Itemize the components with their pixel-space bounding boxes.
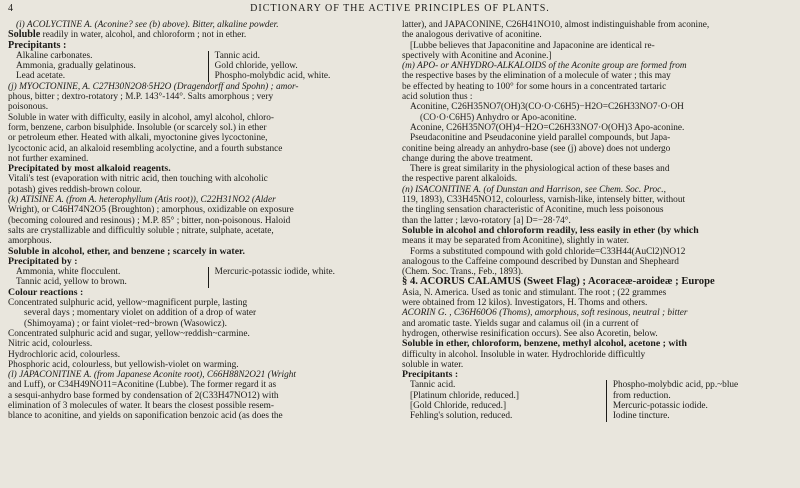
atisine-precipitated-heading: Precipitated by : — [8, 255, 78, 267]
lubbe-note: [Lubbe believes that Japaconitine and Japaconine are identical re- spectively with Aconitine and Aconine.] — [402, 40, 655, 61]
acorin-solubility: Soluble in ether, chloroform, benzene, methyl alcohol, acetone ; with difficulty in alcohol. Insoluble in water. Hydrochloride difficultly soluble in water. — [402, 338, 687, 370]
reagent: Phospho-molybdic acid, pp.~blue — [612, 380, 739, 391]
reagent: Tannic acid, yellow to brown. — [16, 277, 127, 288]
myoctonine-precipitated: Precipitated by most alkaloid reagents. — [8, 163, 171, 175]
reagent: Ammonia, gradually gelatinous. — [16, 61, 136, 72]
reagent: Fehling's solution, reduced. — [410, 411, 513, 422]
reagent: [Platinum chloride, reduced.] — [410, 390, 519, 401]
precipitants-heading: Precipitants : — [8, 39, 67, 51]
atisine-entry: (k) ATISINE A. (from A. heterophyllum (Atis root)), C22H31NO2 (Alder Wright), or C46H74N2O5 (Broughton) ; amorphous, oxidizable on exposure (becoming coloured and resinous) ; M.P. 85° ; bitter, non-poisonous. Haloid salts are crystallizable and difficultly soluble ; nitrate, sulphate, acetate, amorphous. — [8, 195, 294, 247]
apo-alkaloids-entry: (m) APO- or ANHYDRO-ALKALOIDS of the Aconite group are formed from the respective bases by the elimination of a molecule of water ; this may be effected by heating to 100° for some hours in a concentrated tartaric acid solution thus : — [402, 61, 687, 103]
reagent: Tannic acid. — [214, 50, 260, 61]
isaconitine-solubility: Soluble in alcohol and chloroform readily, less easily in ether (by which means it may be separated from Aconitine), slightly in water. — [402, 224, 699, 247]
similarity-note: There is great similarity in the physiological action of these bases and the respective parent alkaloids. — [402, 164, 670, 185]
atisine-solubility: Soluble in alcohol, ether, and benzene ; scarcely in water. — [8, 245, 245, 257]
right-column — [402, 20, 794, 422]
left-column — [8, 20, 392, 422]
atisine-precipitants-table — [8, 267, 392, 288]
running-title: DICTIONARY OF THE ACTIVE PRINCIPLES OF PLANTS. — [250, 3, 550, 14]
reagent: Tannic acid. — [410, 380, 456, 391]
isaconitine-entry: (n) ISACONITINE A. (of Dunstan and Harrison, see Chem. Soc. Proc., 119, 1893), C33H45NO12, colourless, varnish-like, intensely bitter, without the tingling sensation characteristic of Aconitine, much less poisonous than the latter ; lævo-rotatory [a] D=−28·74°. — [402, 184, 686, 226]
reagent: from reduction. — [612, 390, 671, 401]
page-number: 4 — [8, 3, 13, 14]
acorin-entry: ACORIN G. , C36H60O6 (Thoms), amorphous, soft resinous, neutral ; bitter and aromatic taste. Yields sugar and calamus oil (in a current of hydrogen, otherwise resinification occurs). See also Acoretin, below. — [402, 308, 688, 339]
reagent: Lead acetate. — [16, 71, 66, 82]
precipitants-table — [8, 51, 392, 82]
reagent: Ammonia, white flocculent. — [16, 267, 121, 278]
vitali-test: Vitali's test (evaporation with nitric acid, then touching with alcoholic potash) gives reddish-brown colour. — [8, 174, 268, 195]
gold-compound-note: Forms a substituted compound with gold chloride=C33H44(AuCl2)NO12 analogous to the Caffeine compound described by Dunstan and Shepheard (Chem. Soc. Trans., Feb., 1893). — [402, 246, 686, 278]
acorin-precipitants-heading: Precipitants : — [402, 369, 459, 381]
acorus-calamus-section: § 4. ACORUS CALAMUS (Sweet Flag) ; Acoraceæ-aroideæ ; Europe Asia, N. America. Used as tonic and stimulant. The root ; (22 grammes were obtained from 12 kilos). Investigators, H. Thoms and others. — [402, 276, 715, 309]
reagent: [Gold Chloride, reduced.] — [410, 400, 507, 411]
reagent: Iodine tincture. — [612, 411, 670, 422]
myoctonine-solubility: Soluble in water with difficulty, easily in alcohol, amyl alcohol, chloro- form, benzene, carbon bisulphide. Insoluble (or scarcely sol.) in ether or petroleum ether. Heated with alkali, myoctonine gives lycoctonine, lycoctonic acid, an alkaloid resembling acolyctine, and a fourth substance not further examined. — [8, 112, 283, 164]
reagent: Gold chloride, yellow. — [214, 61, 298, 72]
apo-equations: Aconitine, C26H35NO7(OH)3(CO·O·C6H5)−H2O=C26H33NO7·O·OH (CO·O·C6H5) Anhydro or Apo-aconitine. Aconine, C26H35NO7(OH)4−H2O=C26H33NO7·O(OH)3 Apo-aconine. — [410, 102, 685, 133]
acolyctine-entry: (i) ACOLYCTINE A. (Aconine? see (b) above). Bitter, alkaline powder. — [16, 20, 279, 30]
acorin-precipitants-table — [402, 380, 794, 421]
reagent: Alkaline carbonates. — [16, 50, 93, 61]
colour-reactions: Concentrated sulphuric acid, yellow~magnificent purple, lasting several days ; momentary violet on addition of a drop of water (Shimoyama) ; or faint violet~red~brown (Wasowicz). Concentrated sulphuric acid and sugar, yellow~reddish~carmine. Nitric acid, colourless. Hydrochloric acid, colourless. Phosphoric acid, colourless, but yellowish-violet on warming. — [8, 298, 257, 370]
japaconine-continued: latter), and JAPACONINE, C26H41NO10, almost indistinguishable from aconine, the analogous derivative of aconitine. — [402, 20, 710, 41]
pseudaconitine-note: Pseudaconitine and Pseudaconine yield parallel compounds, but Japa- conitine being already an anhydro-base (see (j) above) does not undergo change during the above treatment. — [402, 133, 671, 164]
japaconitine-entry: (l) JAPACONITINE A. (from Japanese Aconite root), C66H88N2O21 (Wright and Luff), or C34H49NO11=Aconitine (Lubbe). The former regard it as a sesqui-anhydro base formed by condensation of 2(C33H47NO12) with elimination of 3 molecules of water. It bears the closest possible resem- blance to aconitine, and yields on saponification benzoic acid (as does the — [8, 370, 297, 422]
reagent: Mercuric-potassic iodide. — [612, 400, 708, 411]
myoctonine-entry: (j) MYOCTONINE, A. C27H30N2O8·5H2O (Dragendorff and Spohn) ; amor- phous, bitter ; dextro-rotatory ; M.P. 143°-144°. Salts amorphous ; very poisonous. — [8, 81, 299, 113]
colour-reactions-heading: Colour reactions : — [8, 286, 84, 298]
reagent: Phospho-molybdic acid, white. — [214, 71, 331, 82]
reagent: Mercuric-potassic iodide, white. — [214, 267, 335, 278]
acolyctine-solubility: Soluble readily in water, alcohol, and chloroform ; not in ether. — [8, 29, 247, 41]
